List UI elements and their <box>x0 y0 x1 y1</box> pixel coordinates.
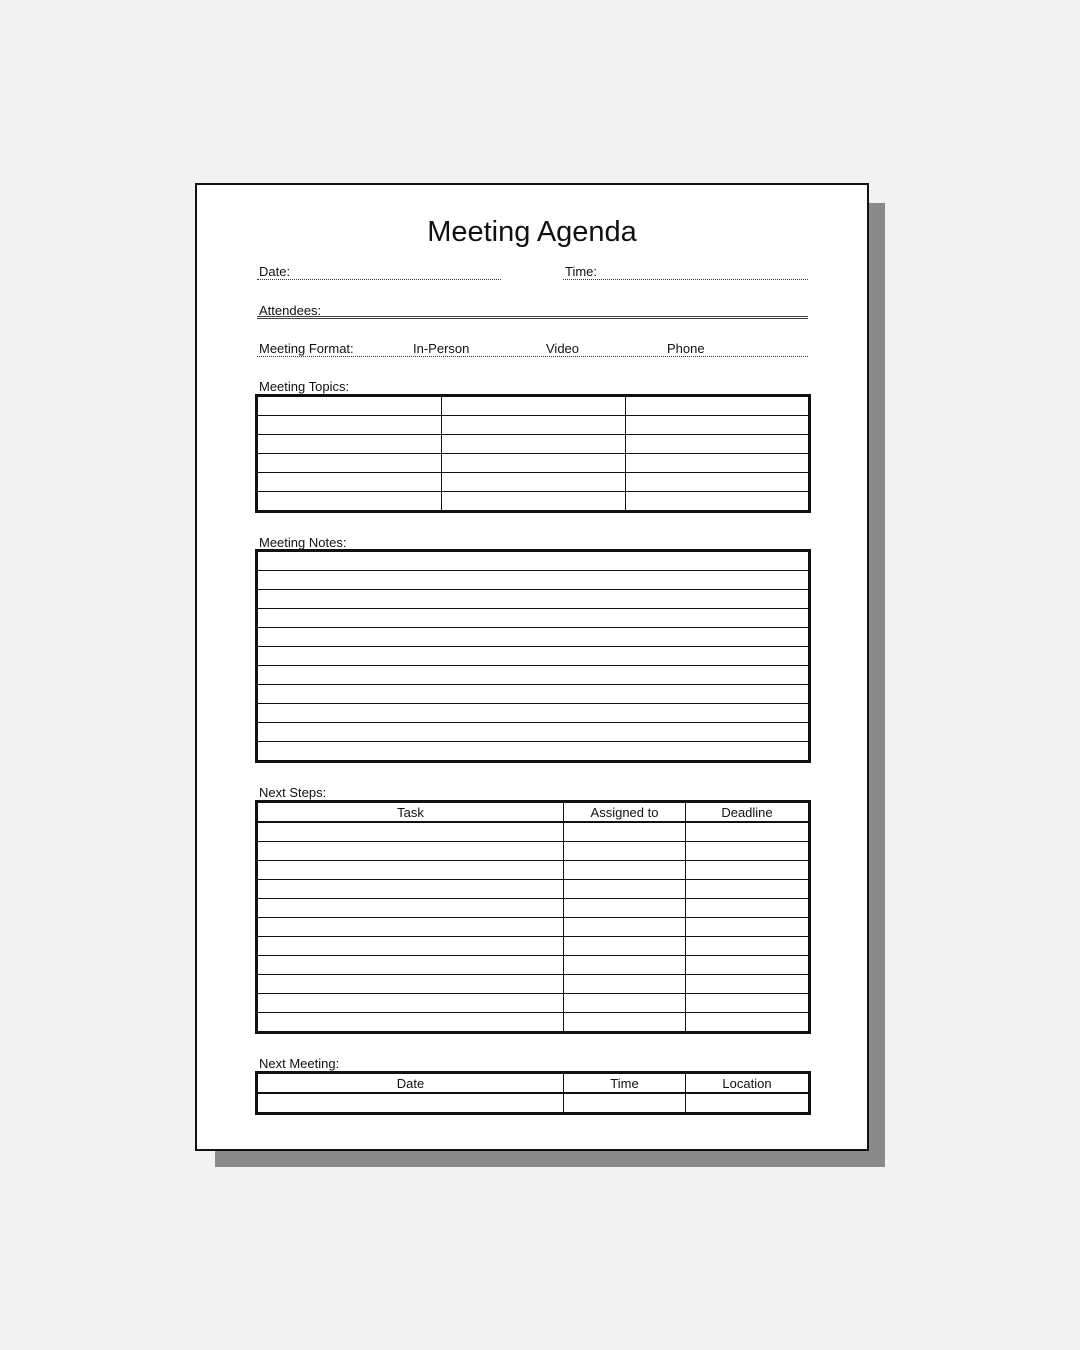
assigned-to-header: Assigned to <box>564 803 686 823</box>
topic-cell[interactable] <box>626 435 809 454</box>
time-label: Time: <box>565 264 598 279</box>
topic-cell[interactable] <box>442 416 626 435</box>
note-line[interactable] <box>258 590 809 609</box>
table-header-row <box>258 803 809 823</box>
table-row <box>258 666 809 685</box>
deadline-cell[interactable] <box>686 937 809 956</box>
date-field-line[interactable] <box>257 279 501 280</box>
note-line[interactable] <box>258 666 809 685</box>
table-row <box>258 590 809 609</box>
table-row <box>258 473 809 492</box>
note-line[interactable] <box>258 742 809 761</box>
date-label: Date: <box>259 264 291 279</box>
table-row <box>258 685 809 704</box>
note-line[interactable] <box>258 685 809 704</box>
deadline-cell[interactable] <box>686 994 809 1013</box>
deadline-cell[interactable] <box>686 861 809 880</box>
task-cell[interactable] <box>258 822 564 842</box>
table-row <box>258 994 809 1013</box>
attendees-label: Attendees: <box>259 303 322 318</box>
table-row <box>258 956 809 975</box>
assigned-to-cell[interactable] <box>564 975 686 994</box>
assigned-to-cell[interactable] <box>564 899 686 918</box>
topic-cell[interactable] <box>626 416 809 435</box>
table-row <box>258 899 809 918</box>
task-cell[interactable] <box>258 842 564 861</box>
assigned-to-cell[interactable] <box>564 994 686 1013</box>
agenda-sheet <box>195 183 869 1151</box>
topic-cell[interactable] <box>258 492 442 511</box>
table-row <box>258 454 809 473</box>
note-line[interactable] <box>258 723 809 742</box>
topic-cell[interactable] <box>442 492 626 511</box>
assigned-to-cell[interactable] <box>564 956 686 975</box>
table-row <box>258 975 809 994</box>
meeting-notes-table <box>257 551 809 761</box>
task-cell[interactable] <box>258 975 564 994</box>
table-row <box>258 842 809 861</box>
table-row <box>258 397 809 416</box>
topic-cell[interactable] <box>626 397 809 416</box>
table-row <box>258 416 809 435</box>
meeting-topics-table <box>257 396 809 511</box>
note-line[interactable] <box>258 571 809 590</box>
table-row <box>258 918 809 937</box>
deadline-cell[interactable] <box>686 1013 809 1032</box>
table-row <box>258 492 809 511</box>
topic-cell[interactable] <box>258 435 442 454</box>
task-header: Task <box>258 803 564 823</box>
meeting-notes-label: Meeting Notes: <box>259 535 347 550</box>
next-meeting-label: Next Meeting: <box>259 1056 340 1071</box>
topic-cell[interactable] <box>626 473 809 492</box>
table-header-row <box>258 1074 809 1094</box>
note-line[interactable] <box>258 628 809 647</box>
task-cell[interactable] <box>258 880 564 899</box>
table-row <box>258 435 809 454</box>
topic-cell[interactable] <box>258 454 442 473</box>
next-steps-label: Next Steps: <box>259 785 327 800</box>
next-meeting-time-header: Time <box>564 1074 686 1094</box>
next-meeting-time-cell[interactable] <box>564 1093 686 1113</box>
topic-cell[interactable] <box>442 397 626 416</box>
deadline-cell[interactable] <box>686 918 809 937</box>
deadline-cell[interactable] <box>686 822 809 842</box>
task-cell[interactable] <box>258 918 564 937</box>
table-row <box>258 822 809 842</box>
topic-cell[interactable] <box>258 397 442 416</box>
meeting-format-line <box>257 356 808 357</box>
assigned-to-cell[interactable] <box>564 880 686 899</box>
table-row <box>258 609 809 628</box>
assigned-to-cell[interactable] <box>564 842 686 861</box>
next-meeting-location-header: Location <box>686 1074 809 1094</box>
table-row <box>258 742 809 761</box>
topic-cell[interactable] <box>626 492 809 511</box>
deadline-cell[interactable] <box>686 899 809 918</box>
table-row <box>258 571 809 590</box>
deadline-cell[interactable] <box>686 975 809 994</box>
deadline-cell[interactable] <box>686 880 809 899</box>
format-option-phone[interactable]: Phone <box>667 341 705 356</box>
next-meeting-date-header: Date <box>258 1074 564 1094</box>
note-line[interactable] <box>258 647 809 666</box>
assigned-to-cell[interactable] <box>564 918 686 937</box>
table-row <box>258 861 809 880</box>
attendees-field-line[interactable] <box>257 316 808 319</box>
table-row <box>258 880 809 899</box>
table-row <box>258 1013 809 1032</box>
table-row <box>258 704 809 723</box>
table-row <box>258 723 809 742</box>
next-steps-table <box>257 802 809 1032</box>
deadline-cell[interactable] <box>686 842 809 861</box>
note-line[interactable] <box>258 609 809 628</box>
task-cell[interactable] <box>258 956 564 975</box>
note-line[interactable] <box>258 704 809 723</box>
next-meeting-location-cell[interactable] <box>686 1093 809 1113</box>
topic-cell[interactable] <box>258 416 442 435</box>
assigned-to-cell[interactable] <box>564 937 686 956</box>
deadline-header: Deadline <box>686 803 809 823</box>
meeting-format-label: Meeting Format: <box>259 341 354 356</box>
table-row <box>258 937 809 956</box>
page-title: Meeting Agenda <box>427 216 637 248</box>
next-meeting-table <box>257 1073 809 1113</box>
task-cell[interactable] <box>258 937 564 956</box>
table-row <box>258 552 809 571</box>
next-meeting-date-cell[interactable] <box>258 1093 564 1113</box>
assigned-to-cell[interactable] <box>564 822 686 842</box>
format-option-in-person[interactable]: In-Person <box>413 341 470 356</box>
task-cell[interactable] <box>258 861 564 880</box>
task-cell[interactable] <box>258 1013 564 1032</box>
task-cell[interactable] <box>258 899 564 918</box>
task-cell[interactable] <box>258 994 564 1013</box>
format-option-video[interactable]: Video <box>546 341 580 356</box>
topic-cell[interactable] <box>626 454 809 473</box>
table-row <box>258 628 809 647</box>
table-row <box>258 1093 809 1113</box>
assigned-to-cell[interactable] <box>564 1013 686 1032</box>
meeting-topics-label: Meeting Topics: <box>259 379 350 394</box>
note-line[interactable] <box>258 552 809 571</box>
deadline-cell[interactable] <box>686 956 809 975</box>
time-field-line[interactable] <box>563 279 808 280</box>
topic-cell[interactable] <box>442 435 626 454</box>
topic-cell[interactable] <box>442 454 626 473</box>
table-row <box>258 647 809 666</box>
topic-cell[interactable] <box>442 473 626 492</box>
assigned-to-cell[interactable] <box>564 861 686 880</box>
topic-cell[interactable] <box>258 473 442 492</box>
